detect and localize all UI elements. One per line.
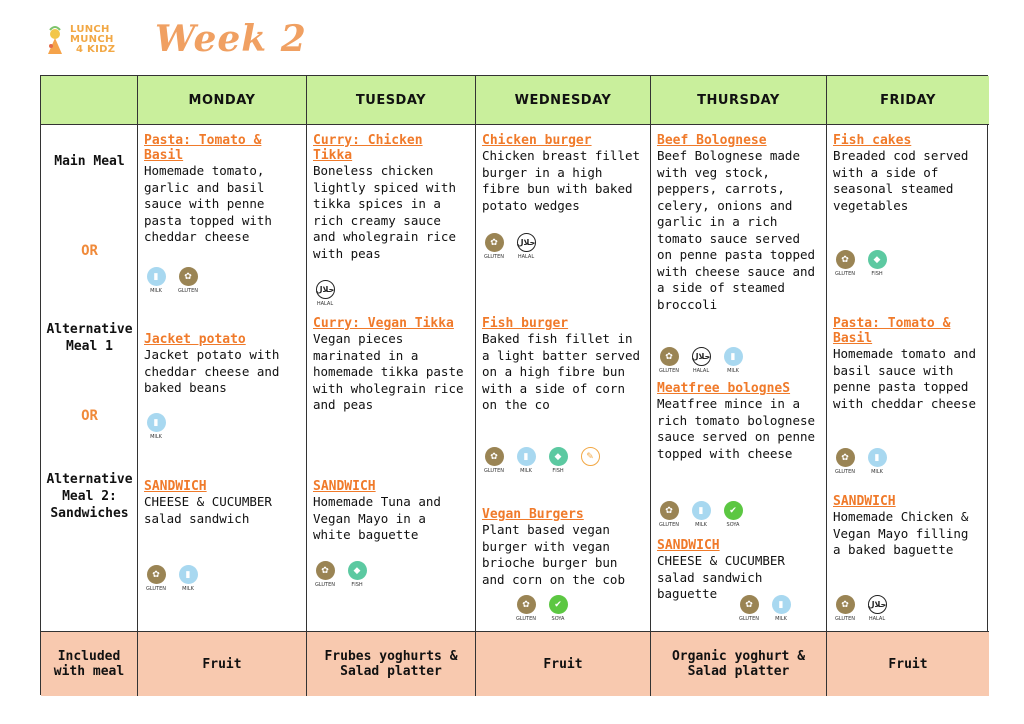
allergen-icons xyxy=(833,448,889,476)
allergen-icons xyxy=(482,233,538,261)
wednesday-alternative-meal-1 xyxy=(482,316,644,414)
meal-title: Pasta: Tomato & Basil xyxy=(833,316,951,346)
allergen-icons xyxy=(514,595,570,623)
header-tuesday: TUESDAY xyxy=(307,76,476,125)
thursday-sandwich xyxy=(657,538,820,603)
tuesday-main-meal xyxy=(313,133,469,262)
meal-description: Breaded cod served with a side of seasonal steamed vegetables xyxy=(833,148,969,213)
thursday-included: Organic yoghurt & Salad platter xyxy=(651,632,827,696)
included-with-meal-label: Included with meal xyxy=(41,632,138,696)
allergen-icons xyxy=(657,347,745,375)
allergen-icons xyxy=(144,267,200,295)
gluten-icon: ✿ GLUTEN xyxy=(482,233,506,261)
gluten-icon: ✿ GLUTEN xyxy=(313,561,337,589)
meal-description: Beef Bolognese made with veg stock, peppers, carrots, celery, onions and garlic in a rich tomato sauce served on penne pasta topped with cheese sauce and a side of steamed broccoli xyxy=(657,148,816,312)
halal-icon: حلال HALAL xyxy=(514,233,538,261)
milk-icon: ▮ MILK xyxy=(514,447,538,475)
monday-sandwich xyxy=(144,479,300,527)
header-wednesday: WEDNESDAY xyxy=(476,76,651,125)
monday-column xyxy=(138,125,307,632)
milk-icon: ▮ MILK xyxy=(769,595,793,623)
allergen-icons xyxy=(833,250,889,278)
friday-main-meal xyxy=(833,133,983,214)
logo-line-3: 4 KIDZ xyxy=(76,44,116,55)
allergen-icons xyxy=(657,501,745,529)
monday-alternative-meal-1 xyxy=(144,332,300,397)
wednesday-sandwich xyxy=(482,507,644,588)
meal-description: Homemade tomato, garlic and basil sauce with penne pasta topped with cheddar cheese xyxy=(144,163,272,244)
meal-title: Beef Bolognese xyxy=(657,133,767,148)
header-friday: FRIDAY xyxy=(827,76,989,125)
meal-title: SANDWICH xyxy=(313,479,376,494)
logo-text xyxy=(70,25,115,55)
monday-main-meal xyxy=(144,133,300,246)
meal-title: Fish burger xyxy=(482,316,569,331)
gluten-icon: ✿ GLUTEN xyxy=(833,595,857,623)
gluten-icon: ✿ GLUTEN xyxy=(737,595,761,623)
allergen-icons xyxy=(144,565,200,593)
or-label-2: OR xyxy=(81,408,98,424)
allergen-icons xyxy=(833,595,889,623)
lunch-munch-logo-icon xyxy=(42,24,68,58)
meal-title: Pasta: Tomato & Basil xyxy=(144,133,262,163)
friday-alternative-meal-1 xyxy=(833,316,983,412)
monday-included: Fruit xyxy=(138,632,307,696)
milk-icon: ▮ MILK xyxy=(144,413,168,441)
meal-description: Baked fish fillet in a light batter served on a high fibre bun with a side of corn on the co xyxy=(482,331,641,412)
allergen-icons xyxy=(144,413,168,441)
logo-line-2: MUNCH xyxy=(70,34,114,45)
thursday-main-meal xyxy=(657,133,820,313)
meal-title: SANDWICH xyxy=(144,479,207,494)
milk-icon: ▮ MILK xyxy=(721,347,745,375)
fish-icon: ◆ FISH xyxy=(345,561,369,589)
alternative-meal-2-label: Alternative Meal 2: Sandwiches xyxy=(46,472,133,521)
meal-description: Homemade Tuna and Vegan Mayo in a white baguette xyxy=(313,494,441,542)
tuesday-alternative-meal-1 xyxy=(313,316,469,414)
gluten-icon: ✿ GLUTEN xyxy=(657,347,681,375)
meal-description: Homemade Chicken & Vegan Mayo filling a baked baguette xyxy=(833,509,969,557)
soya-icon: ✔ SOYA xyxy=(721,501,745,529)
milk-icon: ▮ MILK xyxy=(865,448,889,476)
meal-title: Curry: Chicken Tikka xyxy=(313,133,423,163)
halal-icon: حلال HALAL xyxy=(313,280,337,308)
meal-title: Meatfree bologneS xyxy=(657,381,791,396)
main-meal-label: Main Meal xyxy=(54,154,125,169)
thursday-column xyxy=(651,125,827,632)
allergen-icons xyxy=(482,447,602,475)
tuesday-column xyxy=(307,125,476,632)
egg-icon: ✎ xyxy=(578,447,602,475)
wednesday-column xyxy=(476,125,651,632)
meal-title: Jacket potato xyxy=(144,332,246,347)
meal-description: Jacket potato with cheddar cheese and baked beans xyxy=(144,347,280,395)
gluten-icon: ✿ GLUTEN xyxy=(144,565,168,593)
fish-icon: ◆ FISH xyxy=(546,447,570,475)
tuesday-sandwich xyxy=(313,479,469,544)
logo-line-1: LUNCH xyxy=(70,24,110,35)
meal-title: Vegan Burgers xyxy=(482,507,584,522)
wednesday-included: Fruit xyxy=(476,632,651,696)
halal-icon: حلال HALAL xyxy=(865,595,889,623)
gluten-icon: ✿ GLUTEN xyxy=(514,595,538,623)
wednesday-main-meal xyxy=(482,133,644,214)
milk-icon: ▮ MILK xyxy=(176,565,200,593)
friday-sandwich xyxy=(833,494,983,559)
meal-description: CHEESE & CUCUMBER salad sandwich xyxy=(144,494,272,526)
menu-grid xyxy=(40,75,988,695)
header-monday: MONDAY xyxy=(138,76,307,125)
meal-type-column xyxy=(41,125,138,632)
gluten-icon: ✿ GLUTEN xyxy=(833,250,857,278)
gluten-icon: ✿ GLUTEN xyxy=(657,501,681,529)
header-thursday: THURSDAY xyxy=(651,76,827,125)
meal-title: Chicken burger xyxy=(482,133,592,148)
meal-description: Meatfree mince in a rich tomato bolognese sauce served on penne topped with cheese xyxy=(657,396,816,461)
meal-title: Curry: Vegan Tikka xyxy=(313,316,454,331)
friday-column xyxy=(827,125,989,632)
logo xyxy=(42,22,132,62)
meal-description: Vegan pieces marinated in a homemade tikka paste with wholegrain rice and peas xyxy=(313,331,464,412)
meal-title: SANDWICH xyxy=(833,494,896,509)
friday-included: Fruit xyxy=(827,632,989,696)
meal-description: Homemade tomato and basil sauce with penne pasta topped with cheddar cheese xyxy=(833,346,976,411)
meal-description: Chicken breast fillet burger in a high fibre bun with baked potato wedges xyxy=(482,148,641,213)
meal-title: SANDWICH xyxy=(657,538,720,553)
gluten-icon: ✿ GLUTEN xyxy=(833,448,857,476)
week-title: Week 2 xyxy=(155,18,307,60)
thursday-alternative-meal-1 xyxy=(657,381,820,462)
soya-icon: ✔ SOYA xyxy=(546,595,570,623)
allergen-icons xyxy=(737,595,793,623)
allergen-icons xyxy=(313,280,337,308)
meal-description: Boneless chicken lightly spiced with tikka spices in a rich creamy sauce and wholegrain rice with peas xyxy=(313,163,456,261)
gluten-icon: ✿ GLUTEN xyxy=(176,267,200,295)
tuesday-included: Frubes yoghurts & Salad platter xyxy=(307,632,476,696)
milk-icon: ▮ MILK xyxy=(144,267,168,295)
meal-description: Plant based vegan burger with vegan brioche burger bun and corn on the cob xyxy=(482,522,625,587)
gluten-icon: ✿ GLUTEN xyxy=(482,447,506,475)
halal-icon: حلال HALAL xyxy=(689,347,713,375)
milk-icon: ▮ MILK xyxy=(689,501,713,529)
meal-title: Fish cakes xyxy=(833,133,912,148)
alternative-meal-1-label: Alternative Meal 1 xyxy=(46,322,133,354)
header-corner xyxy=(41,76,138,125)
fish-icon: ◆ FISH xyxy=(865,250,889,278)
allergen-icons xyxy=(313,561,369,589)
meal-description: CHEESE & CUCUMBER salad sandwich baguette xyxy=(657,553,785,601)
or-label-1: OR xyxy=(81,243,98,259)
